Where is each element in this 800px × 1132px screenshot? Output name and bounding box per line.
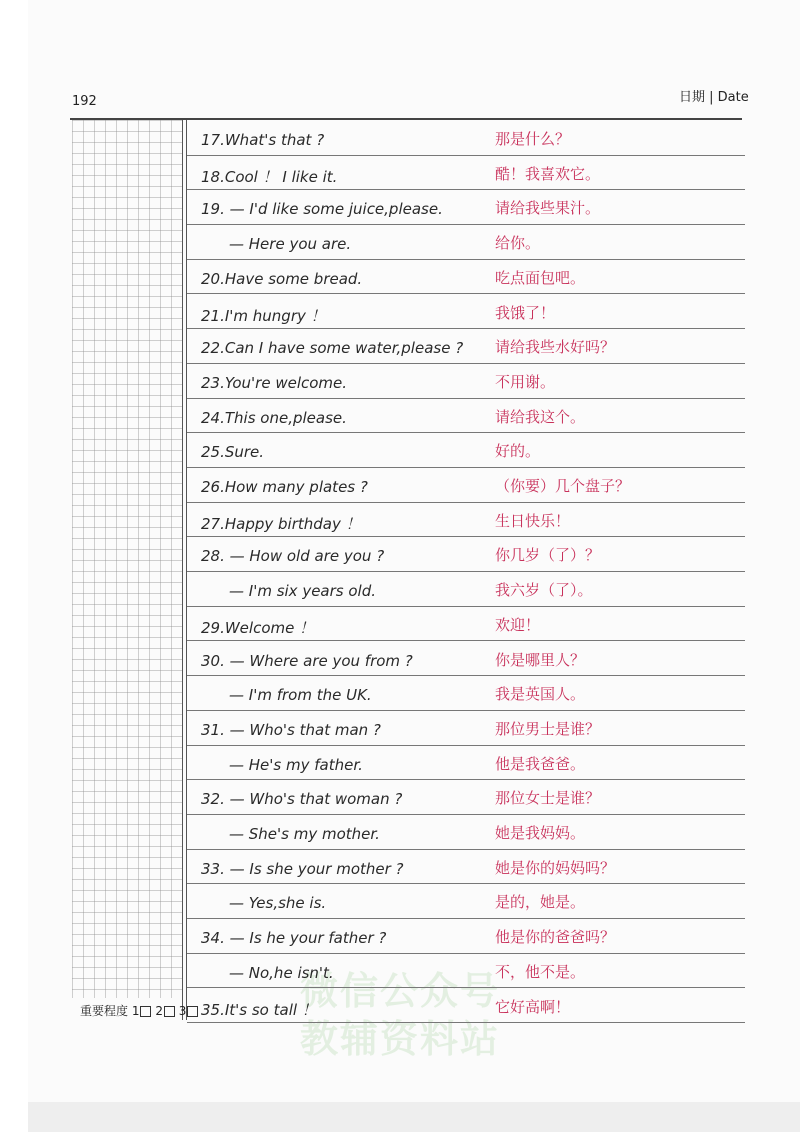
english-phrase: — I'm six years old. (229, 582, 377, 601)
chinese-translation: 你是哪里人？ (495, 650, 586, 669)
english-phrase: — Yes,she is. (229, 894, 327, 913)
chinese-translation: 它好高啊！ (495, 997, 571, 1016)
english-phrase: 23.You're welcome. (201, 373, 348, 392)
english-phrase: 25.Sure. (201, 443, 265, 462)
chinese-translation: 欢迎！ (495, 615, 541, 634)
english-phrase: 27.Happy birthday ！ (201, 514, 361, 533)
phrase-row (187, 363, 745, 399)
phrase-row (187, 953, 745, 989)
importance-level-2: 2 (155, 1004, 163, 1018)
english-phrase: — I'm from the UK. (229, 686, 372, 705)
chinese-translation: （你要）几个盘子？ (495, 477, 631, 495)
importance-checkbox-1[interactable] (140, 1006, 151, 1017)
phrase-row (187, 710, 745, 746)
phrase-row (187, 849, 745, 885)
english-phrase: — Here you are. (229, 235, 352, 254)
phrase-row (187, 606, 745, 642)
page-number: 192 (72, 94, 97, 109)
chinese-translation: 不用谢。 (495, 372, 556, 391)
english-phrase: 17.What's that ? (201, 131, 325, 149)
phrase-row (187, 571, 745, 607)
english-phrase: 22.Can I have some water,please ? (201, 339, 464, 358)
chinese-translation: 吃点面包吧。 (495, 268, 586, 287)
date-label: 日期 | Date (679, 90, 749, 105)
english-phrase: 35.It's so tall ！ (201, 1000, 317, 1019)
chinese-translation: 我饿了！ (495, 303, 556, 322)
chinese-translation: 我六岁（了）。 (495, 581, 593, 600)
phrase-row (187, 918, 745, 954)
chinese-translation: 请给我些水好吗？ (495, 338, 616, 357)
chinese-translation: 酷！我喜欢它。 (495, 164, 601, 183)
importance-rating (80, 1002, 198, 1019)
margin-divider (182, 120, 183, 1020)
phrase-row (187, 675, 745, 711)
phrase-row (187, 988, 745, 1024)
english-phrase: 31. — Who's that man ? (201, 720, 381, 739)
phrase-row (187, 259, 745, 295)
phrase-row (187, 502, 745, 538)
phrase-row (187, 814, 745, 850)
phrase-row (187, 328, 745, 364)
phrase-row (187, 189, 745, 225)
chinese-translation: 好的。 (495, 442, 541, 461)
phrase-row (187, 641, 745, 677)
phrase-row (187, 779, 745, 815)
chinese-translation: 我是英国人。 (495, 685, 586, 704)
chinese-translation: 请给我这个。 (495, 407, 586, 426)
english-phrase: 33. — Is she your mother ? (201, 859, 404, 878)
phrase-row (187, 398, 745, 434)
chinese-translation: 她是我妈妈。 (495, 824, 586, 842)
phrase-row (187, 155, 745, 191)
chinese-translation: 她是你的妈妈吗？ (495, 858, 616, 877)
phrase-row (187, 432, 745, 468)
importance-checkbox-3[interactable] (187, 1006, 198, 1017)
watermark-line-2: 教辅资料站 (300, 1017, 501, 1061)
phrase-row (187, 467, 745, 503)
chinese-translation: 是的，她是。 (495, 893, 586, 912)
margin-grid (72, 120, 182, 998)
chinese-translation: 那是什么？ (495, 130, 571, 148)
phrase-row (187, 120, 745, 156)
english-phrase: 19. — I'd like some juice,please. (201, 200, 443, 219)
english-phrase: 28. — How old are you ? (201, 547, 385, 566)
english-phrase: — No,he isn't. (229, 963, 334, 982)
english-phrase: — He's my father. (229, 755, 363, 774)
chinese-translation: 他是我爸爸。 (495, 754, 586, 773)
importance-checkbox-2[interactable] (164, 1006, 175, 1017)
chinese-translation: 给你。 (495, 234, 541, 253)
english-phrase: 26.How many plates ? (201, 478, 368, 496)
english-phrase: 32. — Who's that woman ? (201, 790, 403, 809)
chinese-translation: 那位男士是谁？ (495, 719, 601, 738)
english-phrase: 34. — Is he your father ? (201, 929, 387, 948)
phrase-row (187, 294, 745, 330)
phrase-row (187, 224, 745, 260)
chinese-translation: 不，他不是。 (495, 962, 586, 981)
page-bottom-edge (28, 1102, 800, 1132)
chinese-translation: 他是你的爸爸吗？ (495, 928, 616, 947)
chinese-translation: 你几岁（了）？ (495, 546, 601, 565)
english-phrase: 29.Welcome ！ (201, 618, 315, 637)
phrase-row (187, 536, 745, 572)
english-phrase: 30. — Where are you from ? (201, 651, 413, 670)
phrase-row (187, 883, 745, 919)
watermark-line-1: 微信公众号 (300, 969, 501, 1013)
phrase-row (187, 745, 745, 781)
importance-label: 重要程度 (80, 1004, 129, 1018)
english-phrase: 18.Cool ！ I like it. (201, 167, 338, 186)
chinese-translation: 那位女士是谁？ (495, 789, 601, 808)
english-phrase: 20.Have some bread. (201, 269, 363, 288)
chinese-translation: 请给我些果汁。 (495, 199, 601, 218)
importance-level-3: 3 (178, 1004, 187, 1018)
english-phrase: 24.This one,please. (201, 408, 347, 427)
chinese-translation: 生日快乐！ (495, 511, 571, 530)
english-phrase: 21.I'm hungry ！ (201, 306, 326, 325)
importance-level-1: 1 (131, 1004, 140, 1018)
english-phrase: — She's my mother. (229, 825, 380, 843)
